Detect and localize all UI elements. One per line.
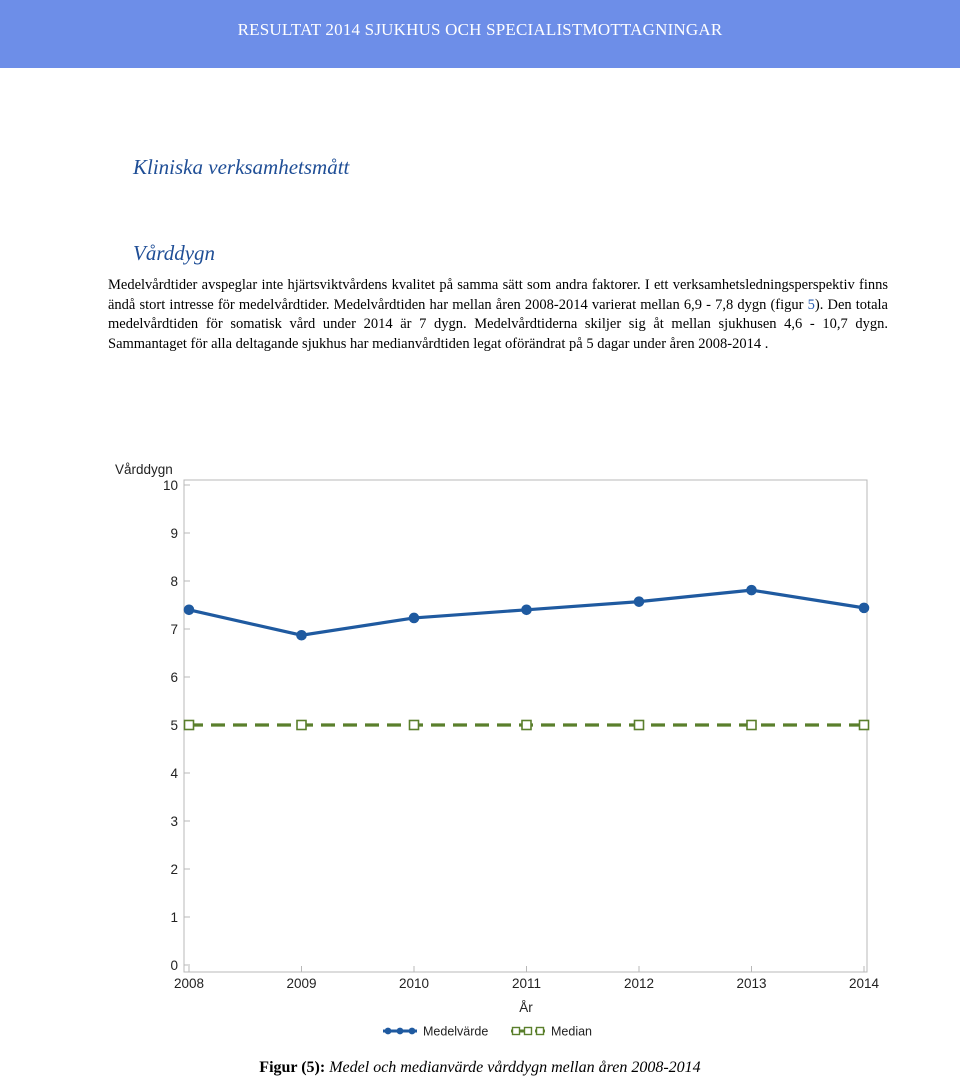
section-heading: Kliniska verksamhetsmått [133, 155, 350, 179]
y-tick-label: 4 [170, 766, 178, 781]
header-banner [0, 0, 960, 68]
data-point-medelv-rde [859, 603, 869, 613]
y-tick-label: 5 [170, 718, 178, 733]
x-tick-label: 2010 [398, 976, 430, 991]
caption-text: Medel och medianvärde vårddygn mellan åren 2008-2014 [329, 1059, 701, 1076]
caption-label: Figur (5): [259, 1059, 326, 1076]
legend [383, 1025, 592, 1039]
data-point-median [860, 721, 869, 730]
data-point-medelv-rde [634, 597, 644, 607]
x-tick-label: 2014 [848, 976, 880, 991]
x-tick-label: 2012 [623, 976, 655, 991]
paragraph-part1: Medelvårdtider avspeglar inte hjärtsviktvårdens kvalitet på samma sätt som andra faktorer. I ett verksamhetsledningsperspektiv finns ändå stort intresse för medelvårdtider. Medelvårdtiden har mellan åren 2008-2014 varierat mellan 6,9 - 7,8 dygn (figur [108, 277, 888, 313]
data-point-median [522, 721, 531, 730]
y-tick-label: 0 [170, 958, 178, 973]
legend-marker [397, 1028, 404, 1035]
data-point-medelv-rde [184, 605, 194, 615]
data-point-median [747, 721, 756, 730]
y-tick-label: 8 [170, 574, 178, 589]
series-group [184, 585, 869, 729]
data-point-medelv-rde [747, 585, 757, 595]
y-tick-label: 6 [170, 670, 178, 685]
body-paragraph [108, 276, 888, 354]
x-axis-ticks [174, 966, 880, 991]
y-tick-label: 1 [170, 910, 178, 925]
x-axis-label: År [519, 1000, 533, 1015]
x-tick-label: 2013 [736, 976, 767, 991]
header-title: RESULTAT 2014 SJUKHUS OCH SPECIALISTMOTTAGNINGAR [237, 20, 723, 39]
y-tick-label: 3 [170, 814, 178, 829]
data-point-medelv-rde [522, 605, 532, 615]
y-axis-label: Vårddygn [115, 462, 173, 477]
data-point-median [410, 721, 419, 730]
data-point-medelv-rde [409, 613, 419, 623]
legend-marker [409, 1028, 416, 1035]
figure-caption [0, 1059, 960, 1077]
legend-marker [385, 1028, 392, 1035]
legend-marker [525, 1028, 532, 1035]
legend-label: Medelvärde [423, 1024, 489, 1039]
paragraph-part2: ). Den totala medelvårdtiden för somatisk vård under 2014 är 7 dygn. Medelvårdtiderna skiljer sig åt mellan sjukhusen 4,6 - 10,7 dygn. Sammantaget för alla deltagande sjukhus har medianvårdtiden legat oförändrat på 5 dagar under åren 2008-2014 . [108, 296, 888, 352]
figure-reference-link[interactable]: 5 [807, 296, 815, 313]
section-subheading: Vårddygn [133, 241, 216, 265]
x-tick-label: 2009 [286, 976, 317, 991]
data-point-medelv-rde [297, 630, 307, 640]
data-point-median [635, 721, 644, 730]
x-tick-label: 2008 [173, 976, 205, 991]
line-chart [0, 455, 960, 1050]
y-tick-label: 9 [170, 526, 178, 541]
legend-label: Median [551, 1024, 592, 1039]
legend-marker [537, 1028, 544, 1035]
y-tick-label: 7 [170, 622, 178, 637]
x-tick-label: 2011 [511, 976, 542, 991]
data-point-median [297, 721, 306, 730]
data-point-median [185, 721, 194, 730]
y-tick-label: 2 [170, 862, 178, 877]
legend-marker [513, 1028, 520, 1035]
y-tick-label: 10 [162, 478, 178, 493]
